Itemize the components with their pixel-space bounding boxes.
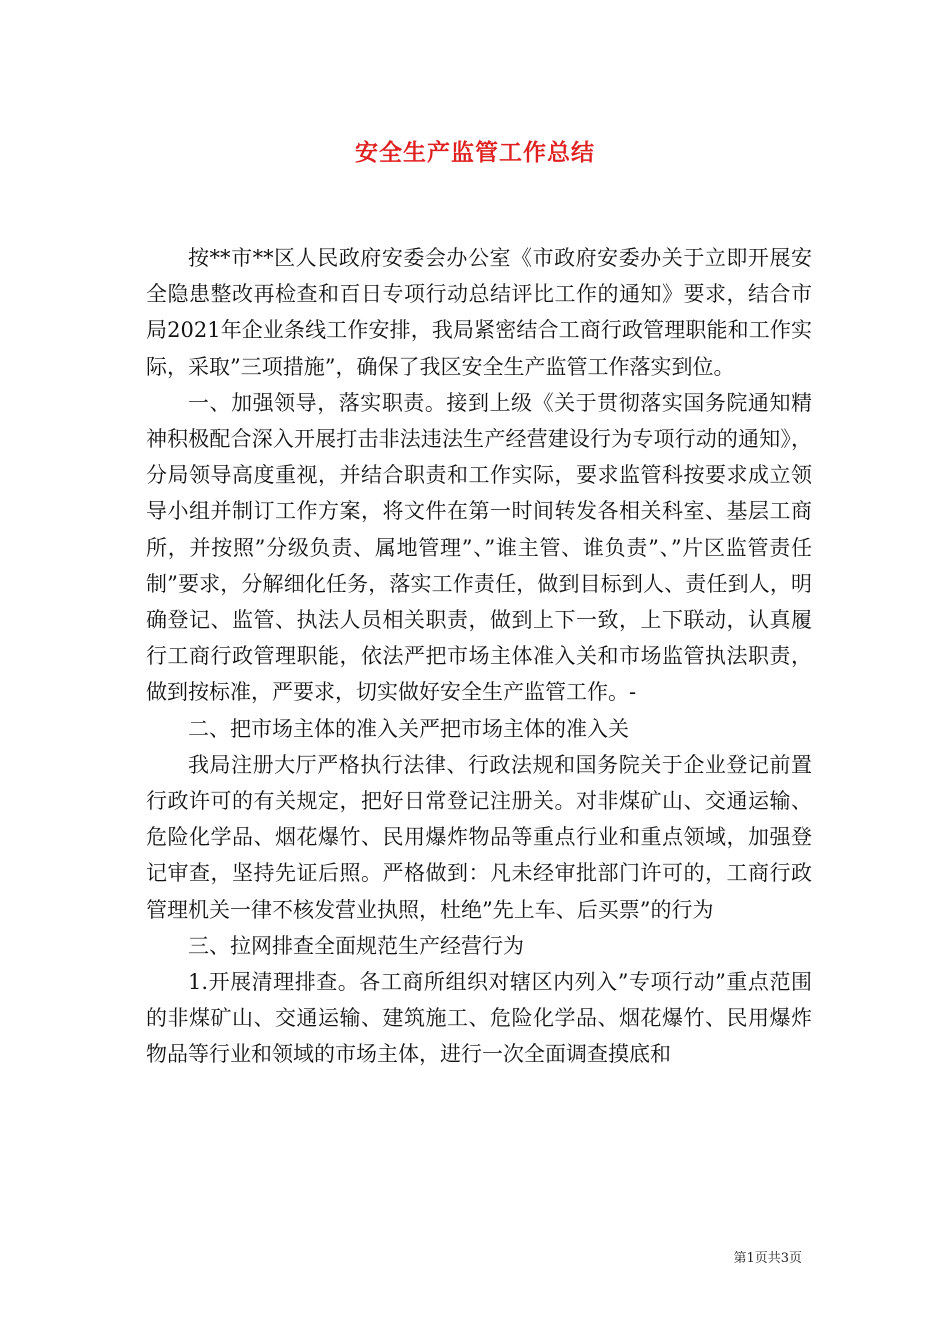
document-body xyxy=(146,240,812,1073)
paragraph-section-3-item-1: 1.开展清理排查。各工商所组织对辖区内列入”专项行动”重点范围的非煤矿山、交通运输、建筑施工、危险化学品、烟花爆竹、民用爆炸物品等行业和领域的市场主体，进行一次全面调查摸底和 xyxy=(146,970,812,1067)
paragraph-intro: 按**市**区人民政府安委会办公室《市政府安委办关于立即开展安全隐患整改再检查和百日专项行动总结评比工作的通知》要求，结合市局2021年企业条线工作安排，我局紧密结合工商行政管理职能和工作实际，采取”三项措施”，确保了我区安全生产监管工作落实到位。 xyxy=(146,246,812,379)
paragraph-section-1: 一、加强领导，落实职责。接到上级《关于贯彻落实国务院通知精神积极配合深入开展打击非法违法生产经营建设行为专项行动的通知》，分局领导高度重视，并结合职责和工作实际，要求监管科按要求成立领导小组并制订工作方案，将文件在第一时间转发各相关科室、基层工商所，并按照”分级负责、属地管理”、”谁主管、谁负责”、”片区监管责任制”要求，分解细化任务，落实工作责任，做到目标到人、责任到人，明确登记、监管、执法人员相关职责，做到上下一致，上下联动，认真履行工商行政管理职能，依法严把市场主体准入关和市场监管执法职责，做到按标准，严要求，切实做好安全生产监管工作。- xyxy=(146,390,812,705)
paragraph-section-3-heading: 三、拉网排查全面规范生产经营行为 xyxy=(188,933,524,958)
paragraph-section-2-heading: 二、把市场主体的准入关严把市场主体的准入关 xyxy=(188,716,629,741)
page-number-indicator: 第1页共3页 xyxy=(733,1251,802,1266)
paragraph-section-2-body: 我局注册大厅严格执行法律、行政法规和国务院关于企业登记前置行政许可的有关规定，把好日常登记注册关。对非煤矿山、交通运输、危险化学品、烟花爆竹、民用爆炸物品等重点行业和重点领域，加强登记审查，坚持先证后照。严格做到：凡未经审批部门许可的，工商行政管理机关一律不核发营业执照，杜绝”先上车、后买票”的行为 xyxy=(146,752,812,922)
document-title: 安全生产监管工作总结 xyxy=(355,140,595,166)
